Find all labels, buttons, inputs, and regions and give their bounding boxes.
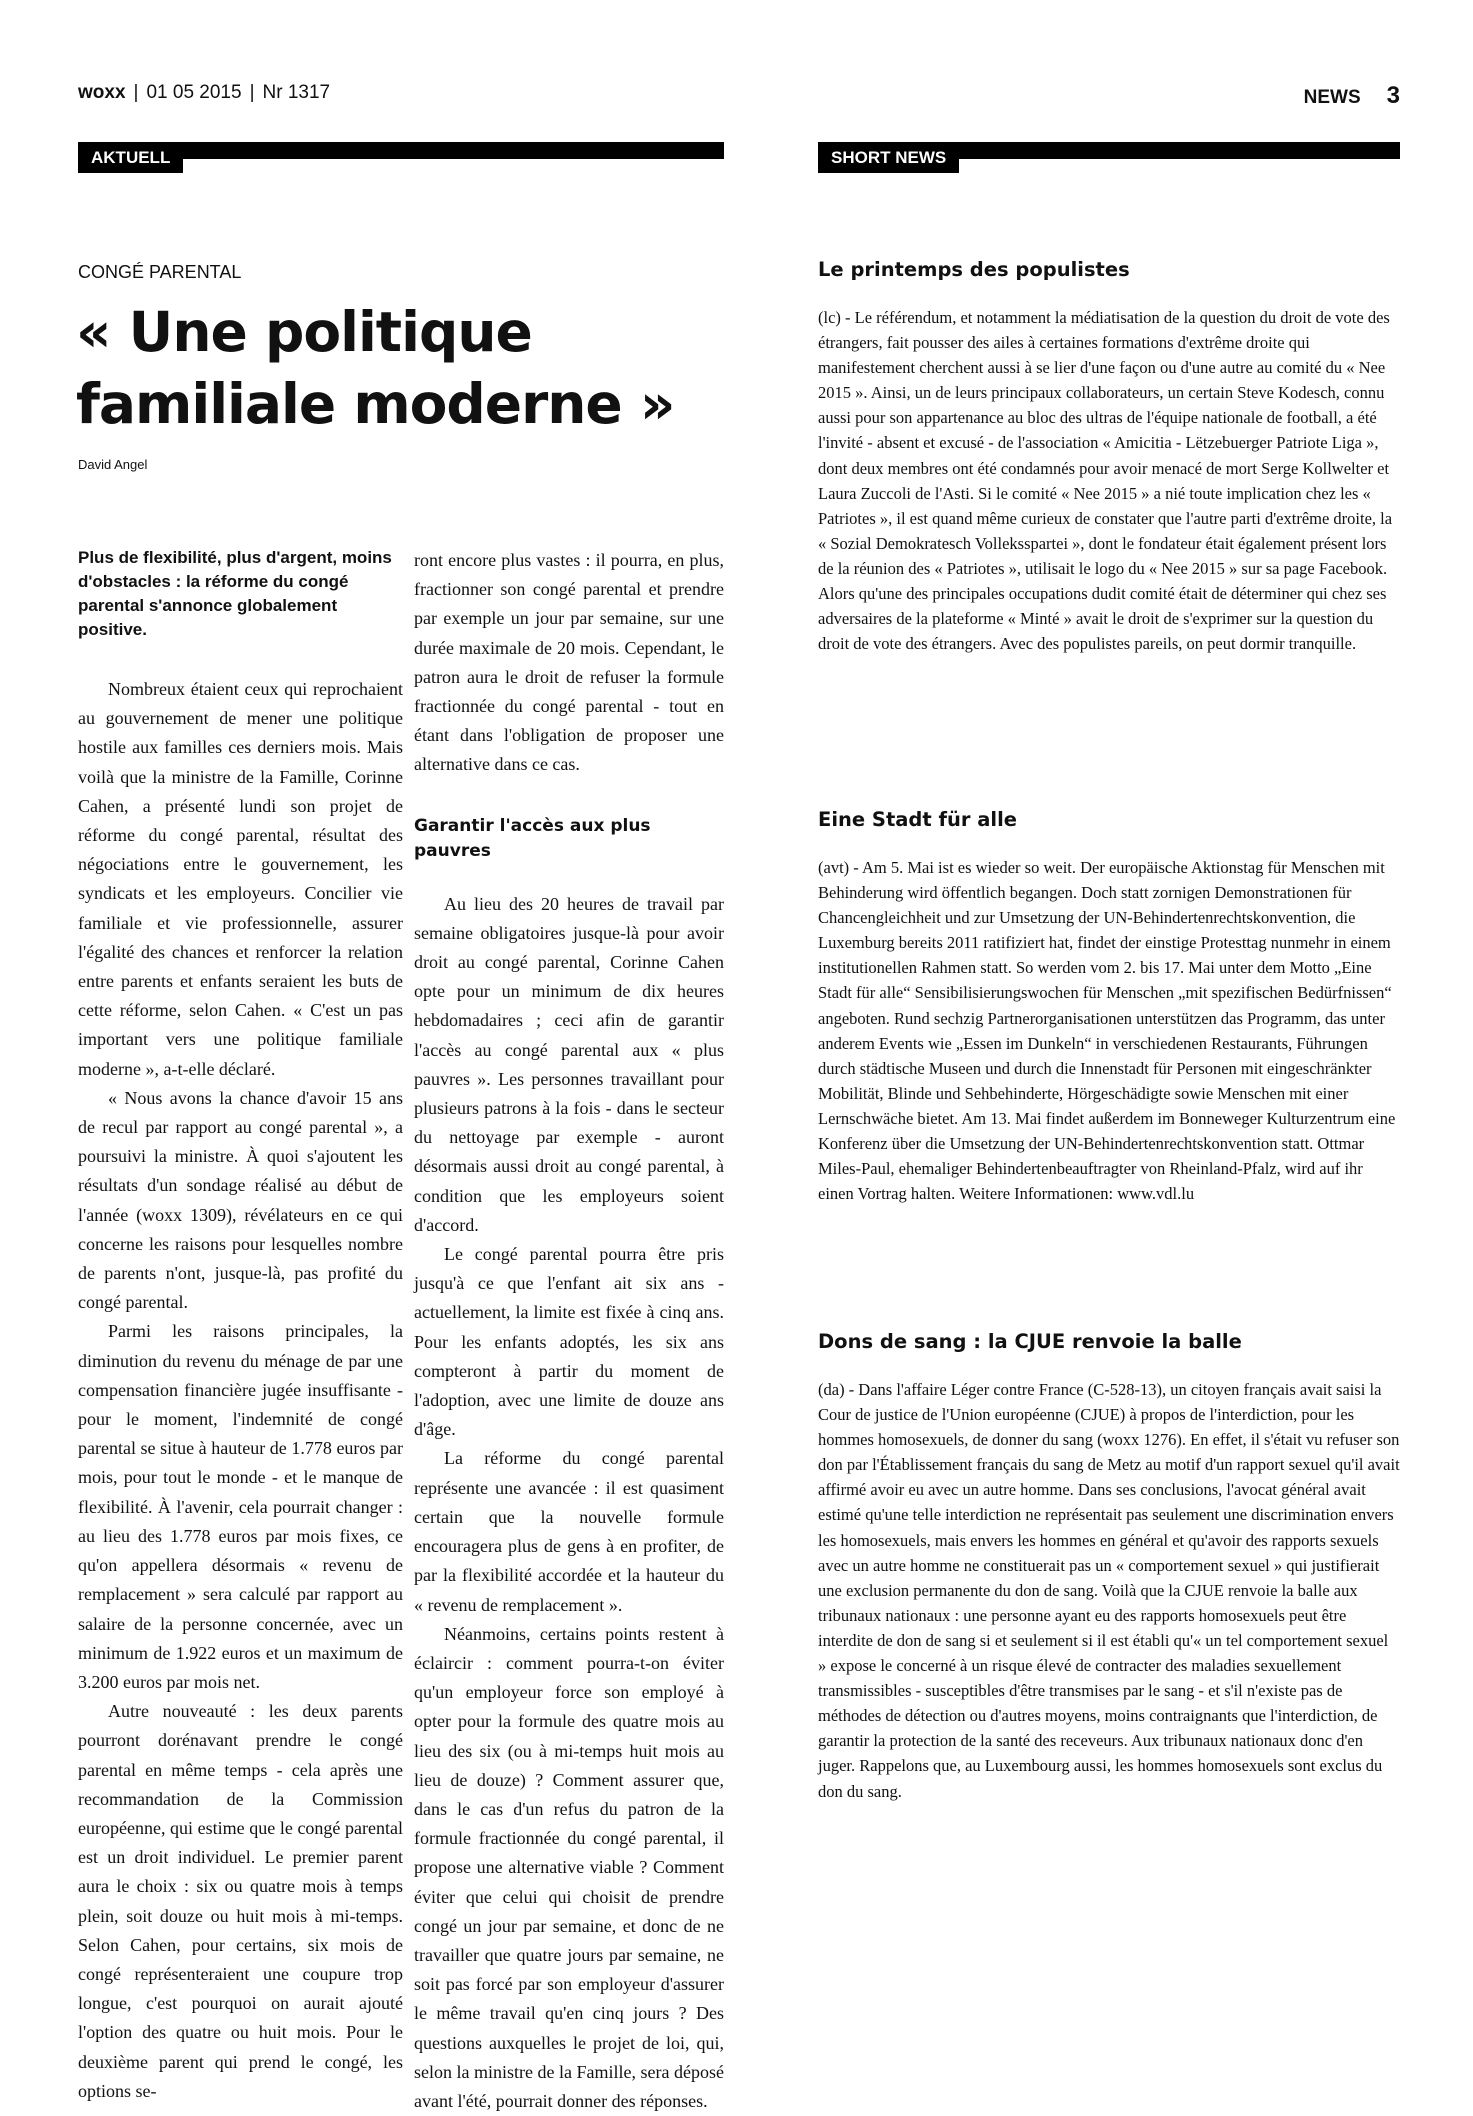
news-title: Le printemps des populistes — [818, 258, 1130, 281]
paragraph: Au lieu des 20 heures de travail par semaine obligatoires jusque-là pour avoir droit au congé parental, Corinne Cahen opte pour un minimum de dix heures hebdomadaires ; ceci afin de garantir l'accès au congé parental aux « plus pauvres ». Les personnes travaillant pour plusieurs patrons à la fois - dans le secteur du nettoyage par exemple - auront désormais aussi droit au congé parental, à condition que les employeurs soient d'accord. — [414, 893, 724, 1235]
news-title: Dons de sang : la CJUE renvoie la balle — [818, 1330, 1242, 1353]
paragraph: La réforme du congé parental représente une avancée : il est quasiment certain que la nouvelle formule encouragera plus de gens à en profiter, de par la flexibilité accordée et la hauteur du « revenu de remplacement ». — [414, 1448, 724, 1615]
article-kicker: CONGÉ PARENTAL — [78, 262, 242, 282]
paragraph: Néanmoins, certains points restent à éclaircir : comment pourra-t-on éviter qu'un employeur force son employé à opter pour la formule des quatre mois au lieu des six (ou à mi-temps huit mois au lieu de douze) ? Comment assurer que, dans le cas d'un refus du patron de la formule fractionnée du congé parental, il propose une alternative viable ? Comment éviter que celui qui choisit de prendre congé un jour par semaine, et donc de ne travailler que quatre jours par semaine, ne soit pas forcé par son employeur d'assurer le même travail qu'en cinq jours ? Des questions auxquelles le projet de loi, qui, selon la ministre de la Famille, sera déposé avant l'été, pourrait donner des réponses. — [414, 1623, 724, 2111]
paragraph: Autre nouveauté : les deux parents pourront dorénavant prendre le congé parental en même temps - cela après une recommandation de la Commission européenne, qui estime que le congé parental est un droit individuel. Le premier parent aura le choix : six ou quatre mois à temps plein, soit douze ou huit mois à mi-temps. Selon Cahen, pour certains, six mois de congé représenteraient une coupure trop longue, c'est pourquoi on aurait ajouté l'option des quatre ou huit mois. Pour le deuxième parent qui prend le congé, les options se- — [78, 1701, 403, 2101]
article-subheading: Garantir l'accès aux plus pauvres — [414, 815, 651, 861]
news-title: Eine Stadt für alle — [818, 808, 1018, 831]
paragraph: Le congé parental pourra être pris jusqu'à ce que l'enfant ait six ans - actuellement, la limite est fixée à cinq ans. Pour les enfants adoptés, les six ans compteront à partir du moment de l'adoption, avec une limite de douze ans d'âge. — [414, 1244, 724, 1440]
brand-name: woxx — [78, 82, 126, 103]
article-title: « Une politique familiale moderne » — [76, 300, 675, 436]
section-name: NEWS — [1303, 87, 1361, 108]
news-item — [818, 807, 1400, 1206]
issue-date: 01 05 2015 — [146, 82, 242, 103]
article-lede: Plus de flexibilité, plus d'argent, moins d'obstacles : la réforme du congé parental s'annonce globalement positive. — [78, 548, 392, 639]
section-label-short-news: SHORT NEWS — [818, 142, 959, 173]
news-item — [818, 257, 1400, 656]
paragraph: Nombreux étaient ceux qui reprochaient au gouvernement de mener une politique hostile aux familles ces derniers mois. Mais voilà que la ministre de la Famille, Corinne Cahen, a présenté lundi son projet de réforme du congé parental, résultat des négociations entre le gouvernement, les syndicats et les employeurs. Concilier vie familiale et vie professionnelle, assurer l'égalité des chances et renforcer la relation entre parents et enfants seraient les buts de cette réforme, selon Cahen. « C'est un pas important vers une politique familiale moderne », a-t-elle déclaré. — [78, 679, 403, 1079]
news-body: (da) - Dans l'affaire Léger contre France (C-528-13), un citoyen français avait saisi la Cour de justice de l'Union européenne (CJUE) à propos de l'interdiction, pour les hommes homosexuels, de donner du sang (woxx 1276). En effet, il s'était vu refuser son don par l'Établissement français du sang de Metz au motif d'un rapport sexuel qu'il avait affirmé avoir eu avec un autre homme. Dans ses conclusions, l'avocat général avait estimé qu'une telle interdiction ne représentait pas seulement une discrimination envers les homosexuels, mais envers les hommes en général et qu'avoir des rapports sexuels avec un autre homme ne constituerait pas un « comportement sexuel » qui justifierait une exclusion permanente du don de sang. Voilà que la CJUE renvoie la balle aux tribunaux nationaux : une personne ayant eu des rapports homosexuels peut être interdite de don de sang si et seulement si il est établi qu'« un tel comportement sexuel » expose le concerné à un risque élevé de contracter des maladies sexuellement transmissibles - susceptibles d'être transmises par le sang - et s'il n'existe pas de méthodes de détection ou d'autres moyens, moins contraignants que l'interdiction, de garantir la protection de la santé des receveurs. Aux tribunaux nationaux donc d'en juger. Rappelons que, au Luxembourg aussi, les hommes homosexuels sont exclus du don du sang. — [818, 1380, 1400, 1801]
article-column-2 — [414, 546, 724, 2116]
news-item — [818, 1329, 1400, 1804]
paragraph: « Nous avons la chance d'avoir 15 ans de recul par rapport au congé parental », a poursuivi la ministre. À quoi s'ajoutent les résultats d'un sondage réalisé au début de l'année (woxx 1309), révélateurs en ce qui concerne les raisons pour lesquelles nombre de parents n'ont, jusque-là, pas profité du congé parental. — [78, 1087, 403, 1313]
page-header-left: woxx | 01 05 2015 | Nr 1317 — [78, 82, 331, 103]
news-body: (lc) - Le référendum, et notamment la médiatisation de la question du droit de vote des étrangers, fait pousser des ailes à certaines formations d'extrême droite qui manifestement cherchent aussi à se lier d'une façon ou d'une autre au comité du « Nee 2015 ». Ainsi, un de leurs principaux collaborateurs, un certain Steve Kodesch, connu aussi pour son appartenance au bloc des ultras de l'équipe nationale de football, a été l'invité - absent et excusé - de l'association « Amicitia - Lëtzebuerger Patriote Liga », dont deux membres ont été condamnés pour avoir menacé de mort Serge Kollwelter et Laura Zuccoli de l'Asti. Si le comité « Nee 2015 » a nié toute implication chez les « Patriotes », il est quand même curieux de constater que l'autre parti d'extrême droite, la « Sozial Demokratesch Volleksspartei », dont le fondateur était également présent lors de la réunion des « Patriotes », utilisait le logo du « Nee 2015 » sur sa page Facebook. Alors qu'une des principales occupations dudit comité était de déterminer qui chez ses adversaires de la plateforme « Minté » avait le droit de s'exprimer sur la question du droit de vote des étrangers. Avec des populistes pareils, on peut dormir tranquille. — [818, 308, 1393, 654]
article-column-1 — [78, 546, 403, 2106]
page-number: 3 — [1386, 82, 1400, 109]
issue-number: Nr 1317 — [262, 82, 331, 103]
article-author: David Angel — [78, 457, 148, 472]
section-label-aktuell: AKTUELL — [78, 142, 183, 173]
paragraph: ront encore plus vastes : il pourra, en plus, fractionner son congé parental et prendre par exemple un jour par semaine, sur une durée maximale de 20 mois. Cependant, le patron aura le droit de refuser la formule fractionnée du congé parental - tout en étant dans l'obligation de proposer une alternative dans ce cas. — [414, 550, 724, 775]
news-body: (avt) - Am 5. Mai ist es wieder so weit. Der europäische Aktionstag für Menschen mit Behinderung wird öffentlich begangen. Doch statt zornigen Demonstrationen für Chancengleichheit und zur Umsetzung der UN-Behindertenrechtskonvention, die Luxemburg bereits 2011 ratifiziert hat, findet der einstige Protesttag nunmehr in einem institutionellen Rahmen statt. So werden vom 2. bis 17. Mai unter dem Motto „Eine Stadt für alle“ Sensibilisierungswochen für Menschen „mit spezifischen Bedürfnissen“ angeboten. Rund sechzig Partnerorganisationen unterstützen das Programm, das unter anderem Events wie „Essen im Dunkeln“ in verschiedenen Restaurants, Führungen durch städtische Museen und durch die Innenstadt für Personen mit eingeschränkter Mobilität, Blinde und Sehbehinderte, Hörgeschädigte sowie Menschen mit einer Lernschwäche bietet. Am 13. Mai findet außerdem im Bonneweger Kulturzentrum eine Konferenz über die Umsetzung der UN-Behindertenrechtskonvention statt. Ottmar Miles-Paul, ehemaliger Behindertenbeauftragter von Rheinland-Pfalz, wird auf ihr einen Vortrag halten. Weitere Informationen: www.vdl.lu — [818, 858, 1396, 1204]
paragraph: Parmi les raisons principales, la diminution du revenu du ménage de par une compensation financière jugée insuffisante - pour le moment, l'indemnité de congé parental se situe à hauteur de 1.778 euros par mois, pour tout le monde - et le manque de flexibilité. À l'avenir, cela pourrait changer : au lieu des 1.778 euros par mois fixes, ce qu'on appellera désormais « revenu de remplacement » sera calculé par rapport au salaire de la personne concernée, avec un minimum de 1.922 euros et un maximum de 3.200 euros par mois net. — [78, 1321, 403, 1692]
page-header-right — [1304, 82, 1400, 110]
